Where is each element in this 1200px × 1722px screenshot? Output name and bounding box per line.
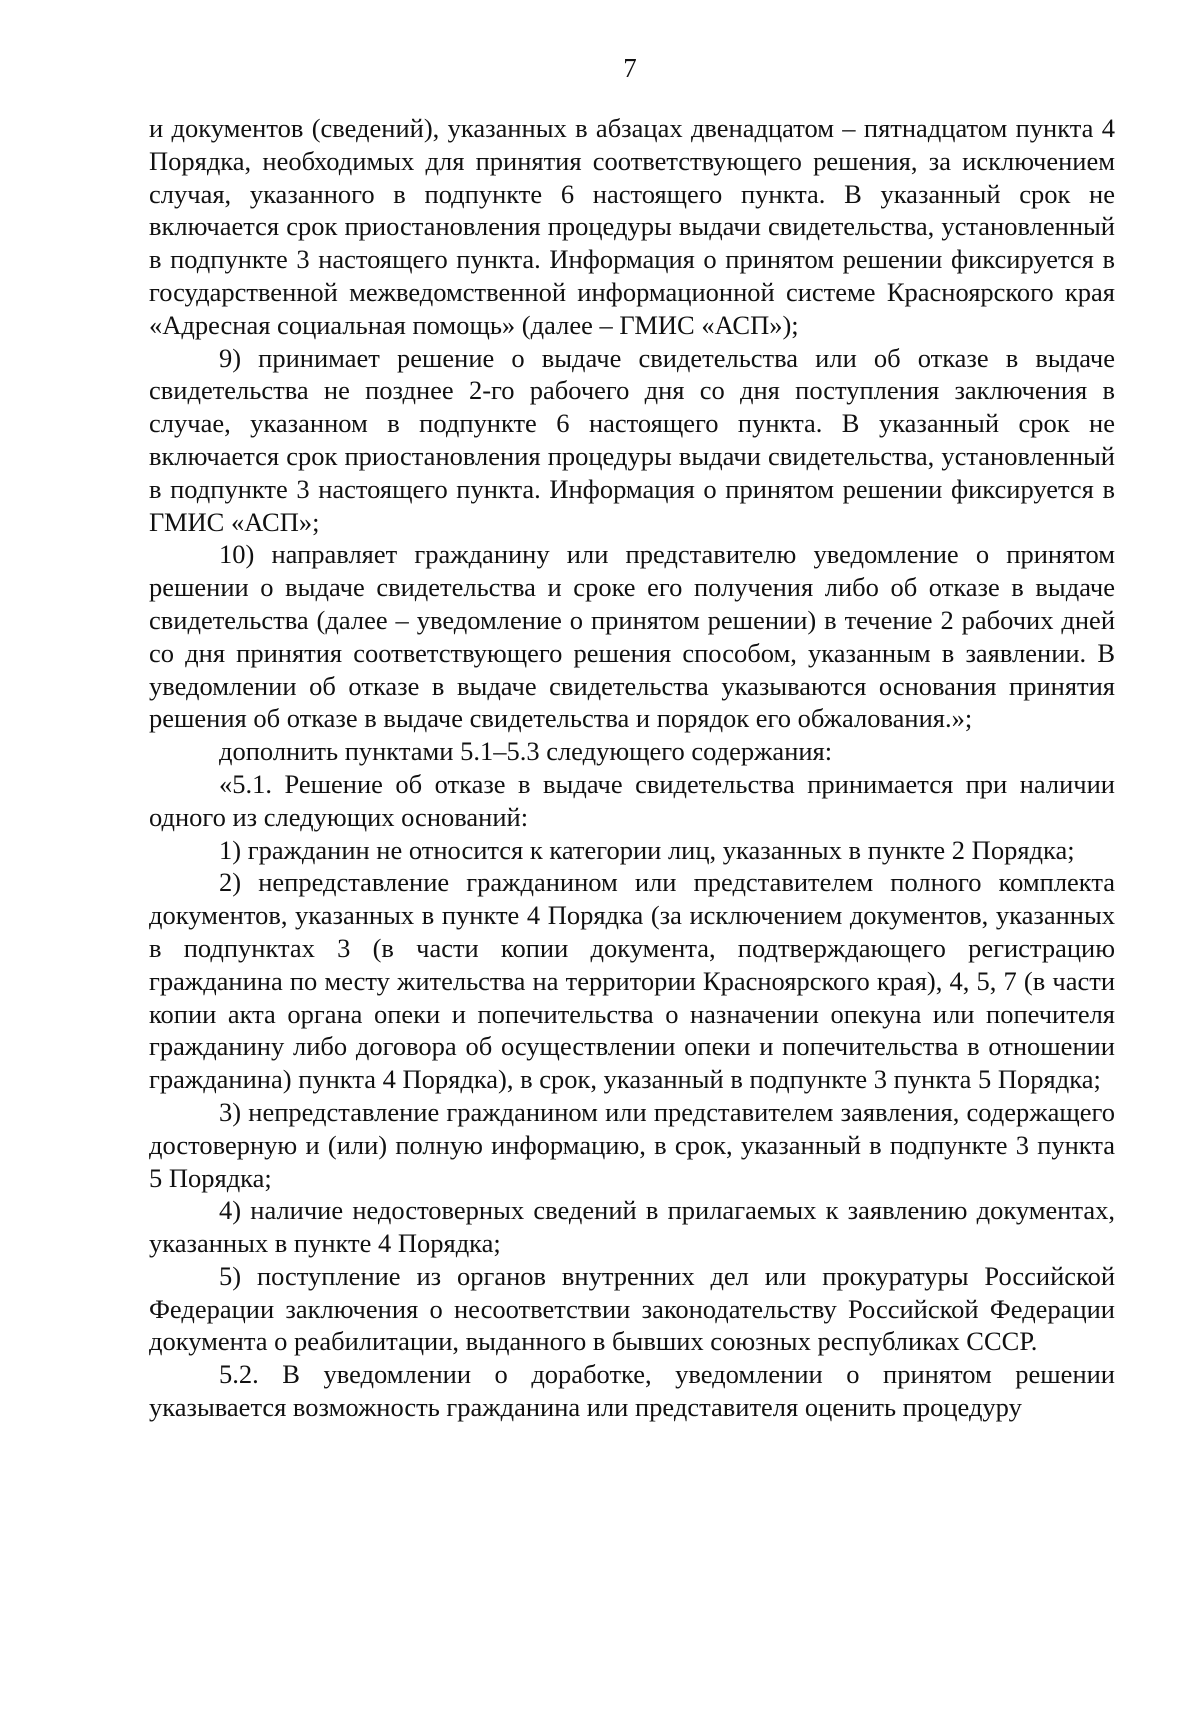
paragraph-continuation: и документов (сведений), указанных в абзацах двенадцатом – пятнадцатом пункта 4 Порядка, необходимых для принятия соответствующего решения, за исключением случая, указанного в подпункте 6 настоящего пункта. В указанный срок не включается срок приостановления процедуры выдачи свидетельства, установленный в подпункте 3 настоящего пункта. Информация о принятом решении фиксируется в государственной межведомственной информационной системе Красноярского края «Адресная социальная помощь» (далее – ГМИС «АСП»); [149,113,1115,340]
paragraph-5-1-item-2: 2) непредставление гражданином или представителем полного комплекта документов, указанных в пункте 4 Порядка (за исключением документов, указанных в подпунктах 3 (в части копии документа, подтверждающего регистрацию гражданина по месту жительства на территории Красноярского края), 4, 5, 7 (в части копии акта органа опеки и попечительства о назначении опекуна или попечителя гражданину либо договора об осуществлении опеки и попечительства в отношении гражданина) пункта 4 Порядка), в срок, указанный в подпункте 3 пункта 5 Порядка; [149,867,1115,1095]
paragraph-5-1-item-5: 5) поступление из органов внутренних дел или прокуратуры Российской Федерации заключения о несоответствии законодательству Российской Федерации документа о реабилитации, выданного в бывших союзных республиках СССР. [149,1260,1115,1357]
document-body [149,112,1115,1424]
paragraph-5-1-item-4: 4) наличие недостоверных сведений в прилагаемых к заявлению документах, указанных в пункте 4 Порядка; [149,1195,1115,1259]
paragraph-5-1-item-1: 1) гражданин не относится к категории лиц, указанных в пункте 2 Порядка; [219,834,1075,865]
paragraph-item-10: 10) направляет гражданину или представителю уведомление о принятом решении о выдаче свидетельства и сроке его получения либо об отказе в выдаче свидетельства (далее – уведомление о принятом решении) в течение 2 рабочих дней со дня принятия соответствующего решения способом, указанным в заявлении. В уведомлении об отказе в выдаче свидетельства указываются основания принятия решения об отказе в выдаче свидетельства и порядок его обжалования.»; [149,539,1115,734]
page-number: 7 [623,53,637,83]
paragraph-amendment-intro: дополнить пунктами 5.1–5.3 следующего содержания: [219,736,833,767]
paragraph-5-1: «5.1. Решение об отказе в выдаче свидетельства принимается при наличии одного из следующих оснований: [149,768,1115,832]
paragraph-item-9: 9) принимает решение о выдаче свидетельства или об отказе в выдаче свидетельства не позднее 2-го рабочего дня со дня поступления заключения в случае, указанном в подпункте 6 настоящего пункта. В указанный срок не включается срок приостановления процедуры выдачи свидетельства, установленный в подпункте 3 настоящего пункта. Информация о принятом решении фиксируется в ГМИС «АСП»; [149,342,1115,537]
paragraph-5-2: 5.2. В уведомлении о доработке, уведомлении о принятом решении указывается возможность гражданина или представителя оценить процедуру [149,1359,1115,1423]
paragraph-5-1-item-3: 3) непредставление гражданином или представителем заявления, содержащего достоверную и (или) полную информацию, в срок, указанный в подпункте 3 пункта 5 Порядка; [149,1096,1115,1193]
